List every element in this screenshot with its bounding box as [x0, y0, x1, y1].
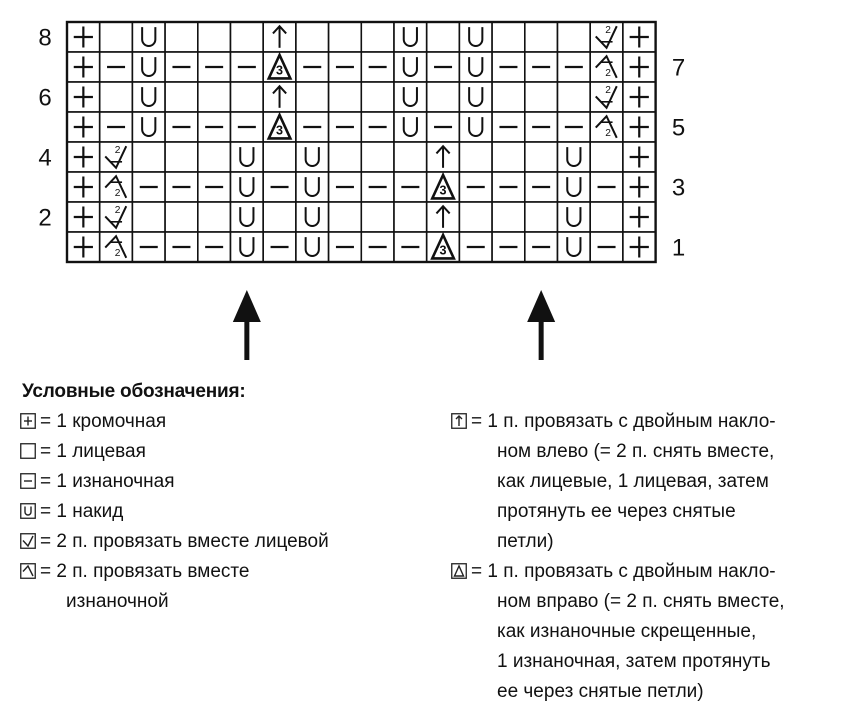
row-number-left: 4 — [38, 144, 52, 172]
chart-cell — [459, 232, 492, 262]
chart-cell — [263, 22, 296, 52]
decrease-number: 2 — [114, 188, 121, 200]
chart-cell — [198, 142, 231, 172]
triangle-number: 3 — [439, 243, 447, 258]
chart-cell — [329, 172, 362, 202]
chart-cell — [394, 22, 427, 52]
row-number-left: 8 — [38, 24, 52, 52]
chart-cell — [296, 82, 329, 112]
chart-cell — [263, 82, 296, 112]
chart-cell — [525, 82, 558, 112]
chart-cell — [165, 202, 198, 232]
chart-cell — [100, 232, 133, 262]
chart-cell — [132, 232, 165, 262]
chart-cell — [590, 52, 623, 82]
chart-cell — [198, 172, 231, 202]
chart-cell — [623, 142, 656, 172]
chart-cell — [623, 52, 656, 82]
legend-item — [20, 498, 123, 525]
chart-cell — [100, 202, 133, 232]
legend-text: = 1 п. провязать с двойным накло- — [471, 561, 776, 582]
p2tog-icon — [20, 563, 36, 579]
chart-cell — [165, 22, 198, 52]
decrease-number: 2 — [605, 24, 611, 36]
decrease-number: 2 — [605, 128, 611, 140]
chart-cell — [198, 112, 231, 142]
chart-cell — [132, 142, 165, 172]
chart-cell — [492, 22, 525, 52]
chart-cell — [263, 202, 296, 232]
chart-cell — [67, 202, 100, 232]
legend-item — [20, 468, 175, 495]
chart-cell — [100, 112, 133, 142]
up-icon — [451, 413, 467, 429]
chart-cell — [361, 22, 394, 52]
row-number-right: 5 — [671, 114, 686, 142]
row-number-left: 2 — [38, 204, 52, 232]
triangle-number: 3 — [276, 63, 284, 78]
chart-cell — [525, 232, 558, 262]
chart-cell — [525, 112, 558, 142]
chart-cell — [394, 112, 427, 142]
legend-item — [451, 498, 861, 525]
row-number-right: 3 — [671, 174, 686, 202]
chart-cell — [492, 82, 525, 112]
edge-icon — [20, 413, 36, 429]
chart-cell — [623, 22, 656, 52]
chart-cell — [231, 142, 264, 172]
chart-cell — [427, 112, 460, 142]
legend-text: ном вправо (= 2 п. снять вместе, — [497, 591, 785, 612]
legend-item — [20, 588, 169, 615]
chart-cell — [558, 22, 591, 52]
chart-cell — [394, 172, 427, 202]
chart-cell — [361, 82, 394, 112]
chart-cell — [329, 142, 362, 172]
repeat-arrow — [527, 290, 555, 360]
chart-cell — [231, 52, 264, 82]
chart-cell — [165, 82, 198, 112]
legend-item — [20, 408, 166, 435]
chart-cell — [132, 172, 165, 202]
chart-cell — [427, 142, 460, 172]
chart-cell — [590, 172, 623, 202]
chart-cell — [590, 142, 623, 172]
chart-cell — [329, 232, 362, 262]
chart-cell — [427, 232, 460, 262]
purl-icon — [20, 473, 36, 489]
chart-cell — [198, 202, 231, 232]
chart-cell — [263, 142, 296, 172]
legend-text: = 2 п. провязать вместе лицевой — [40, 531, 329, 552]
chart-cell — [361, 232, 394, 262]
chart-cell — [590, 112, 623, 142]
chart-cell — [198, 82, 231, 112]
decrease-number: 2 — [114, 204, 121, 216]
chart-cell — [329, 202, 362, 232]
chart-cell — [198, 22, 231, 52]
chart-cell — [132, 82, 165, 112]
legend-text: изнаночной — [66, 591, 169, 612]
chart-cell — [198, 232, 231, 262]
row-number-left: 6 — [38, 84, 52, 112]
chart-cell — [329, 22, 362, 52]
chart-cell — [492, 172, 525, 202]
chart-cell — [67, 112, 100, 142]
legend-text: = 1 лицевая — [40, 441, 146, 462]
chart-cell — [165, 172, 198, 202]
legend-item — [20, 438, 146, 465]
chart-cell — [558, 82, 591, 112]
chart-cell — [100, 52, 133, 82]
chart-cell — [132, 22, 165, 52]
chart-cell — [394, 202, 427, 232]
chart-cell — [296, 202, 329, 232]
chart-cell — [492, 112, 525, 142]
chart-cell — [67, 22, 100, 52]
legend-item — [451, 588, 861, 615]
chart-cell — [394, 232, 427, 262]
chart-cell — [558, 142, 591, 172]
chart-cell — [132, 52, 165, 82]
chart-cell — [492, 202, 525, 232]
legend-text: 1 изнаночная, затем протянуть — [497, 651, 771, 672]
decrease-number: 2 — [114, 248, 121, 260]
chart-cell — [623, 232, 656, 262]
legend-text: = 2 п. провязать вместе — [40, 561, 250, 582]
legend-text: = 1 кромочная — [40, 411, 167, 432]
chart-cell — [492, 232, 525, 262]
legend-text: = 1 накид — [40, 501, 124, 522]
chart-cell — [590, 22, 623, 52]
chart-cell — [427, 22, 460, 52]
chart-cell — [459, 22, 492, 52]
chart-cell — [296, 112, 329, 142]
chart-cell — [459, 52, 492, 82]
chart-cell — [459, 82, 492, 112]
chart-cell — [296, 232, 329, 262]
chart-cell — [263, 172, 296, 202]
chart-cell — [558, 202, 591, 232]
chart-cell — [132, 112, 165, 142]
chart-cell — [427, 52, 460, 82]
decrease-number: 2 — [114, 144, 121, 156]
legend-text: = 1 п. провязать с двойным накло- — [471, 411, 776, 432]
chart-cell — [329, 82, 362, 112]
chart-cell — [590, 202, 623, 232]
chart-cell — [329, 52, 362, 82]
legend-text: = 1 изнаночная — [40, 471, 175, 492]
chart-cell — [361, 142, 394, 172]
chart-cell — [67, 232, 100, 262]
chart-cell — [231, 202, 264, 232]
chart-cell — [165, 52, 198, 82]
yo-icon — [20, 503, 36, 519]
legend-text: петли) — [497, 531, 554, 552]
chart-cell — [231, 112, 264, 142]
legend-item — [451, 438, 861, 465]
chart-cell — [361, 52, 394, 82]
chart-cell — [165, 142, 198, 172]
chart-cell — [296, 22, 329, 52]
chart-cell — [67, 52, 100, 82]
chart-cell — [263, 232, 296, 262]
legend-item — [451, 558, 855, 585]
legend-item — [451, 528, 861, 555]
chart-cell — [100, 22, 133, 52]
chart-cell — [623, 112, 656, 142]
chart-cell — [100, 142, 133, 172]
blank-icon — [20, 443, 36, 459]
chart-cell — [67, 142, 100, 172]
chart-cell — [100, 82, 133, 112]
chart-cell — [132, 202, 165, 232]
legend-item — [451, 648, 861, 675]
chart-cell — [558, 232, 591, 262]
chart-cell — [459, 172, 492, 202]
chart-cell — [361, 112, 394, 142]
chart-cell — [361, 202, 394, 232]
chart-cell — [394, 52, 427, 82]
chart-cell — [296, 52, 329, 82]
chart-cell — [459, 202, 492, 232]
legend-text: ее через снятые петли) — [497, 681, 704, 702]
chart-cell — [492, 142, 525, 172]
chart-cell — [525, 142, 558, 172]
chart-cell — [394, 142, 427, 172]
chart-cell — [427, 82, 460, 112]
decrease-number: 2 — [605, 84, 611, 96]
chart-cell — [361, 172, 394, 202]
chart-cell — [427, 172, 460, 202]
chart-cell — [296, 142, 329, 172]
legend-text: протянуть ее через снятые — [497, 501, 736, 522]
chart-cell — [67, 82, 100, 112]
legend-title: Условные обозначения: — [22, 381, 246, 402]
chart-cell — [558, 112, 591, 142]
chart-cell — [263, 112, 296, 142]
chart-cell — [623, 172, 656, 202]
legend-item — [451, 408, 855, 435]
chart-cell — [231, 232, 264, 262]
row-number-right: 1 — [671, 234, 686, 262]
decrease-number: 2 — [605, 68, 611, 80]
chart-cell — [296, 172, 329, 202]
chart-cell — [329, 112, 362, 142]
chart-cell — [67, 172, 100, 202]
legend-item — [451, 618, 861, 645]
legend-item — [20, 528, 329, 555]
chart-cell — [165, 112, 198, 142]
chart-cell — [590, 82, 623, 112]
chart-cell — [231, 22, 264, 52]
chart-cell — [492, 52, 525, 82]
legend-text: ном влево (= 2 п. снять вместе, — [497, 441, 775, 462]
repeat-arrow — [233, 290, 261, 360]
legend-item — [451, 678, 861, 705]
chart-cell — [459, 112, 492, 142]
chart-cell — [100, 172, 133, 202]
chart-cell — [558, 172, 591, 202]
chart-cell — [198, 52, 231, 82]
chart-cell — [623, 82, 656, 112]
chart-cell — [525, 22, 558, 52]
legend-text: как лицевые, 1 лицевая, затем — [497, 471, 769, 492]
chart-cell — [558, 52, 591, 82]
legend-item — [20, 558, 249, 585]
chart-cell — [525, 52, 558, 82]
chart-cell — [231, 82, 264, 112]
chart-cell — [623, 202, 656, 232]
row-number-right: 7 — [671, 54, 686, 82]
chart-cell — [590, 232, 623, 262]
legend-item — [451, 468, 861, 495]
chart-cell — [525, 202, 558, 232]
chart-cell — [263, 52, 296, 82]
tri-icon — [451, 563, 467, 579]
triangle-number: 3 — [439, 183, 447, 198]
chart-cell — [231, 172, 264, 202]
chart-cell — [459, 142, 492, 172]
chart-cell — [165, 232, 198, 262]
chart-cell — [525, 172, 558, 202]
triangle-number: 3 — [276, 123, 284, 138]
chart-cell — [394, 82, 427, 112]
legend-text: как изнаночные скрещенные, — [497, 621, 757, 642]
chart-cell — [427, 202, 460, 232]
k2tog-icon — [20, 533, 36, 549]
